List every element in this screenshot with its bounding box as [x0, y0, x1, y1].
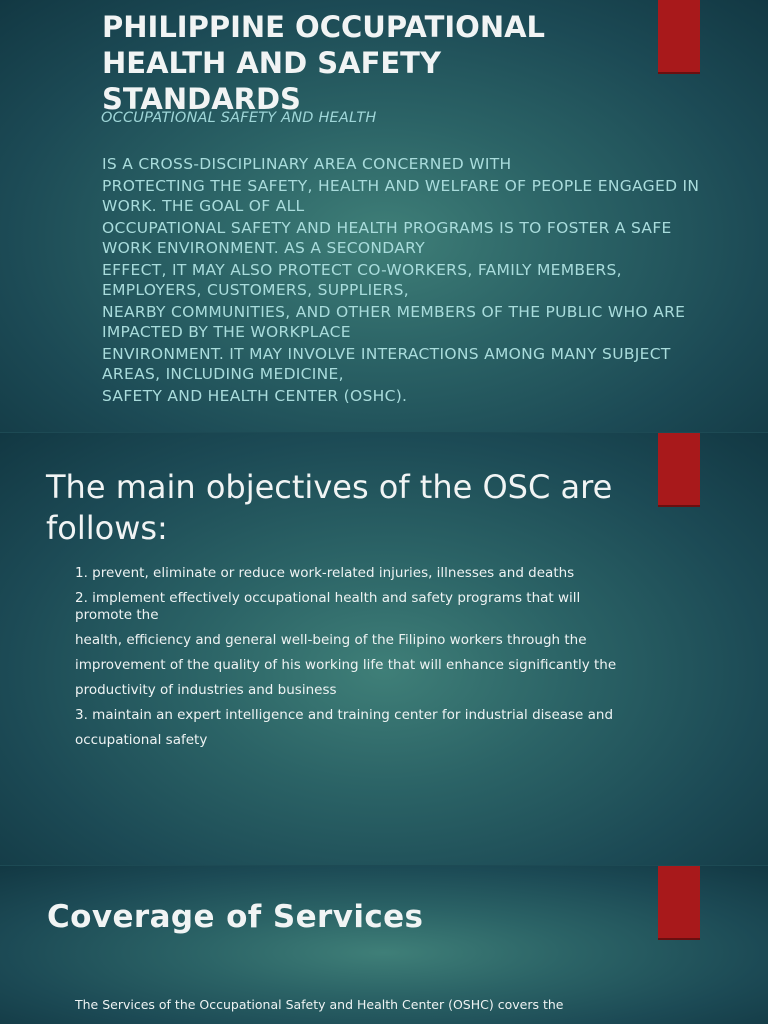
red-accent-bar: [658, 433, 700, 507]
body-line: PROTECTING THE SAFETY, HEALTH AND WELFARE OF PEOPLE ENGAGED IN WORK. THE GOAL OF ALL: [102, 177, 700, 215]
body-line: NEARBY COMMUNITIES, AND OTHER MEMBERS OF THE PUBLIC WHO ARE IMPACTED BY THE WORKPLACE: [102, 303, 686, 341]
slide-1-body: [102, 154, 702, 408]
slide-3-body: The Services of the Occupational Safety and Health Center (OSHC) covers the: [75, 997, 564, 1012]
slide-3: [0, 866, 768, 1024]
list-item: productivity of industries and business: [75, 682, 337, 698]
list-item: 3. maintain an expert intelligence and training center for industrial disease and: [75, 707, 614, 723]
slide-1: [0, 0, 768, 432]
slide-1-title: PHILIPPINE OCCUPATIONAL HEALTH AND SAFETY STANDARDS: [102, 10, 546, 116]
body-line: OCCUPATIONAL SAFETY AND HEALTH PROGRAMS IS TO FOSTER A SAFE WORK ENVIRONMENT. AS A SECONDARY: [102, 219, 672, 257]
red-accent-bar: [658, 0, 700, 74]
list-item: health, efficiency and general well-being of the Filipino workers through the: [75, 632, 587, 648]
body-line: EFFECT, IT MAY ALSO PROTECT CO-WORKERS, FAMILY MEMBERS, EMPLOYERS, CUSTOMERS, SUPPLIERS,: [102, 261, 622, 299]
objectives-list: [75, 565, 635, 757]
list-item: 1. prevent, eliminate or reduce work-related injuries, illnesses and deaths: [75, 565, 575, 581]
slide-1-subtitle: OCCUPATIONAL SAFETY AND HEALTH: [101, 110, 377, 126]
list-item: 2. implement effectively occupational health and safety programs that will promote the: [75, 590, 581, 623]
list-item: improvement of the quality of his working life that will enhance significantly the: [75, 657, 617, 673]
red-accent-bar: [658, 866, 700, 940]
slide-2: [0, 433, 768, 865]
body-line: SAFETY AND HEALTH CENTER (OSHC).: [102, 387, 408, 405]
slide-3-title: Coverage of Services: [47, 899, 424, 935]
body-line: IS A CROSS-DISCIPLINARY AREA CONCERNED WITH: [102, 155, 512, 173]
body-line: ENVIRONMENT. IT MAY INVOLVE INTERACTIONS AMONG MANY SUBJECT AREAS, INCLUDING MEDICINE,: [102, 345, 671, 383]
list-item: occupational safety: [75, 732, 208, 748]
slide-2-title: The main objectives of the OSC are follows:: [46, 468, 613, 547]
